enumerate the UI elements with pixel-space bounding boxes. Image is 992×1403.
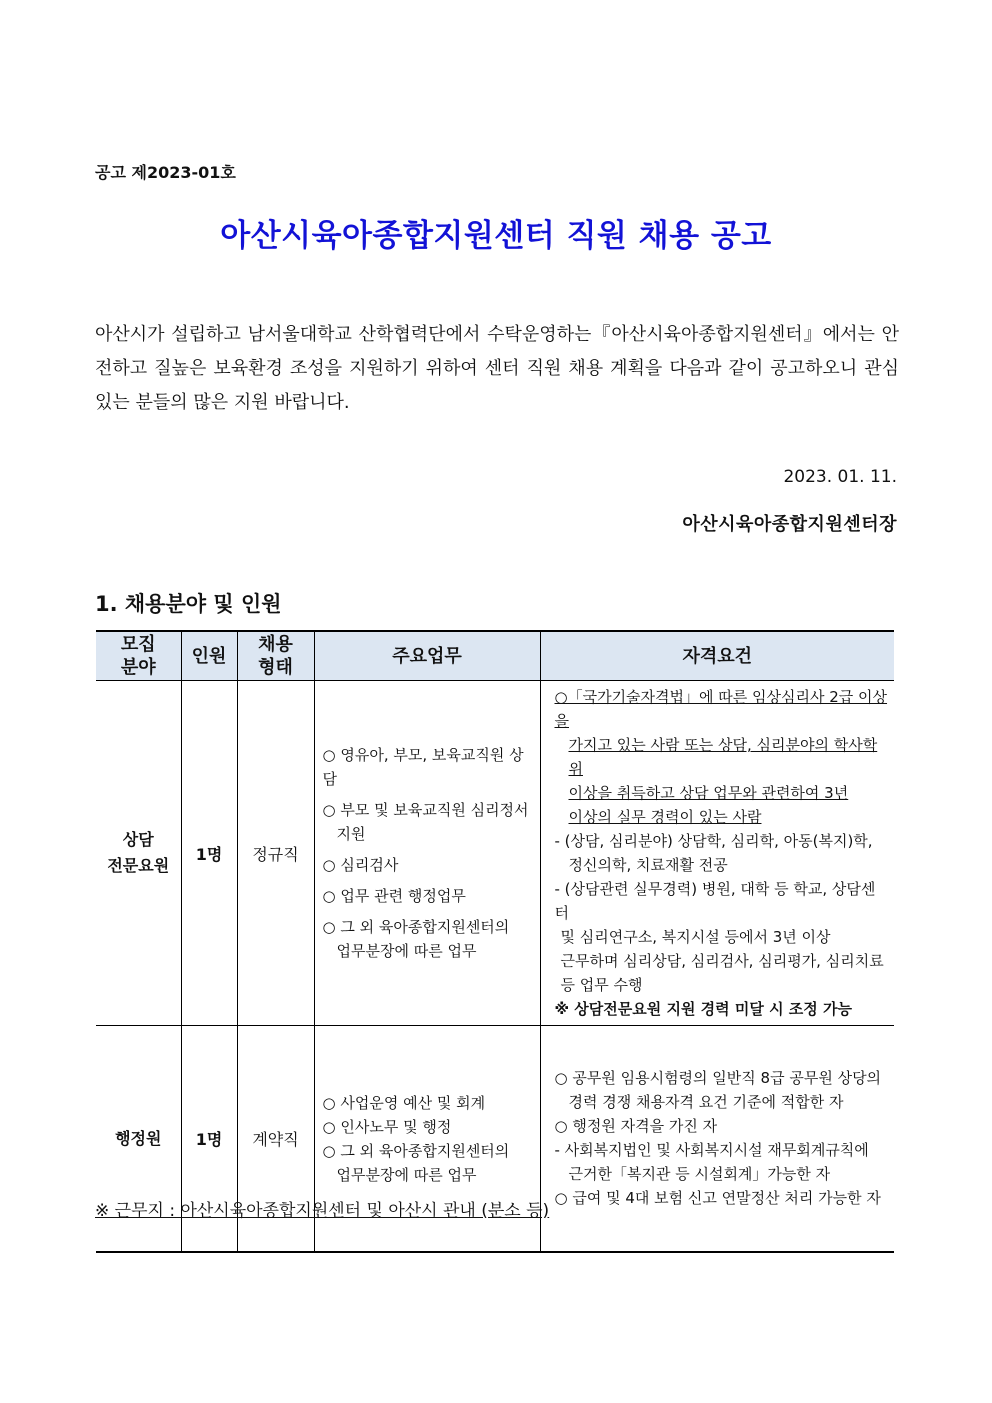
qualification-line: 및 심리연구소, 복지시설 등에서 3년 이상 <box>560 928 831 946</box>
qualification-line: ○ 공무원 임용시험령의 일반직 8급 공무원 상당의 <box>554 1069 882 1087</box>
qualification-line: 이상의 실무 경력이 있는 사람 <box>568 808 762 826</box>
qualification-line: 등 업무 수행 <box>560 976 643 994</box>
duty-item: 업무분장에 따른 업무 <box>336 1165 477 1184</box>
qualification-line: 경력 경쟁 채용자격 요건 기준에 적합한 자 <box>568 1093 844 1111</box>
cell-duties <box>314 681 540 1026</box>
header-duties: 주요업무 <box>314 631 540 681</box>
cell-type: 계약직 <box>237 1026 314 1253</box>
workplace-note: ※ 근무지 : 아산시육아종합지원센터 및 아산시 관내 (분소 등) <box>95 1201 550 1221</box>
qualification-line: 이상을 취득하고 상담 업무와 관련하여 3년 <box>568 784 849 802</box>
duty-item: ○ 그 외 육아종합지원센터의 <box>322 1141 510 1160</box>
qualification-line: 정신의학, 치료재활 전공 <box>568 856 728 874</box>
table-header-row <box>96 631 894 681</box>
cell-field: 상담 전문요원 <box>96 681 181 1026</box>
page-title: 아산시육아종합지원센터 직원 채용 공고 <box>220 218 772 254</box>
cell-count: 1명 <box>181 681 237 1026</box>
intro-paragraph: 아산시가 설립하고 남서울대학교 산학협력단에서 수탁운영하는『아산시육아종합지원센터』에서는 안전하고 질높은 보육환경 조성을 지원하기 위하여 센터 직원 채용 계획을 다음과 같이 공고하오니 관심 있는 분들의 많은 지원 바랍니다. <box>95 324 899 413</box>
recruitment-table <box>96 630 894 1253</box>
qualification-line: 근거한「복지관 등 시설회계」가능한 자 <box>568 1165 831 1183</box>
table-row <box>96 681 894 1026</box>
qualification-line: ○「국가기술자격법」에 따른 임상심리사 2급 이상을 <box>554 688 888 730</box>
duty-item: 지원 <box>336 825 366 843</box>
notice-number: 공고 제2023-01호 <box>95 163 236 182</box>
duty-item: 업무분장에 따른 업무 <box>336 942 477 960</box>
qualification-line: - (상담관련 실무경력) 병원, 대학 등 학교, 상담센터 <box>554 880 876 922</box>
duty-item: ○ 영유아, 부모, 보육교직원 상담 <box>322 746 524 788</box>
qualification-line: 가지고 있는 사람 또는 상담, 심리분야의 학사학위 <box>568 736 878 778</box>
cell-qualifications <box>540 1026 894 1253</box>
header-count: 인원 <box>181 631 237 681</box>
qualification-note: ※ 상담전문요원 지원 경력 미달 시 조정 가능 <box>554 1000 852 1018</box>
header-type: 채용 형태 <box>237 631 314 681</box>
header-qualifications: 자격요건 <box>540 631 894 681</box>
qualification-line: - (상담, 심리분야) 상담학, 심리학, 아동(복지)학, <box>554 832 873 850</box>
cell-field: 행정원 <box>96 1026 181 1253</box>
signer: 아산시육아종합지원센터장 <box>682 514 897 535</box>
notice-date: 2023. 01. 11. <box>783 467 897 487</box>
qualification-line: - 사회복지법인 및 사회복지시설 재무회계규칙에 <box>554 1141 869 1159</box>
duty-item: ○ 부모 및 보육교직원 심리정서 <box>322 801 529 819</box>
header-field: 모집 분야 <box>96 631 181 681</box>
section-title: 1. 채용분야 및 인원 <box>95 592 282 616</box>
duty-item: ○ 인사노무 및 행정 <box>322 1117 452 1136</box>
qualification-line: 근무하며 심리상담, 심리검사, 심리평가, 심리치료 <box>560 952 884 970</box>
duty-item: ○ 심리검사 <box>322 856 399 874</box>
qualification-line: ○ 급여 및 4대 보험 신고 연말정산 처리 가능한 자 <box>554 1189 881 1207</box>
cell-count: 1명 <box>181 1026 237 1253</box>
duty-item: ○ 업무 관련 행정업무 <box>322 887 466 905</box>
duty-item: ○ 그 외 육아종합지원센터의 <box>322 918 510 936</box>
qualification-line: ○ 행정원 자격을 가진 자 <box>554 1117 718 1135</box>
cell-type: 정규직 <box>237 681 314 1026</box>
cell-qualifications <box>540 681 894 1026</box>
duty-item: ○ 사업운영 예산 및 회계 <box>322 1093 486 1112</box>
